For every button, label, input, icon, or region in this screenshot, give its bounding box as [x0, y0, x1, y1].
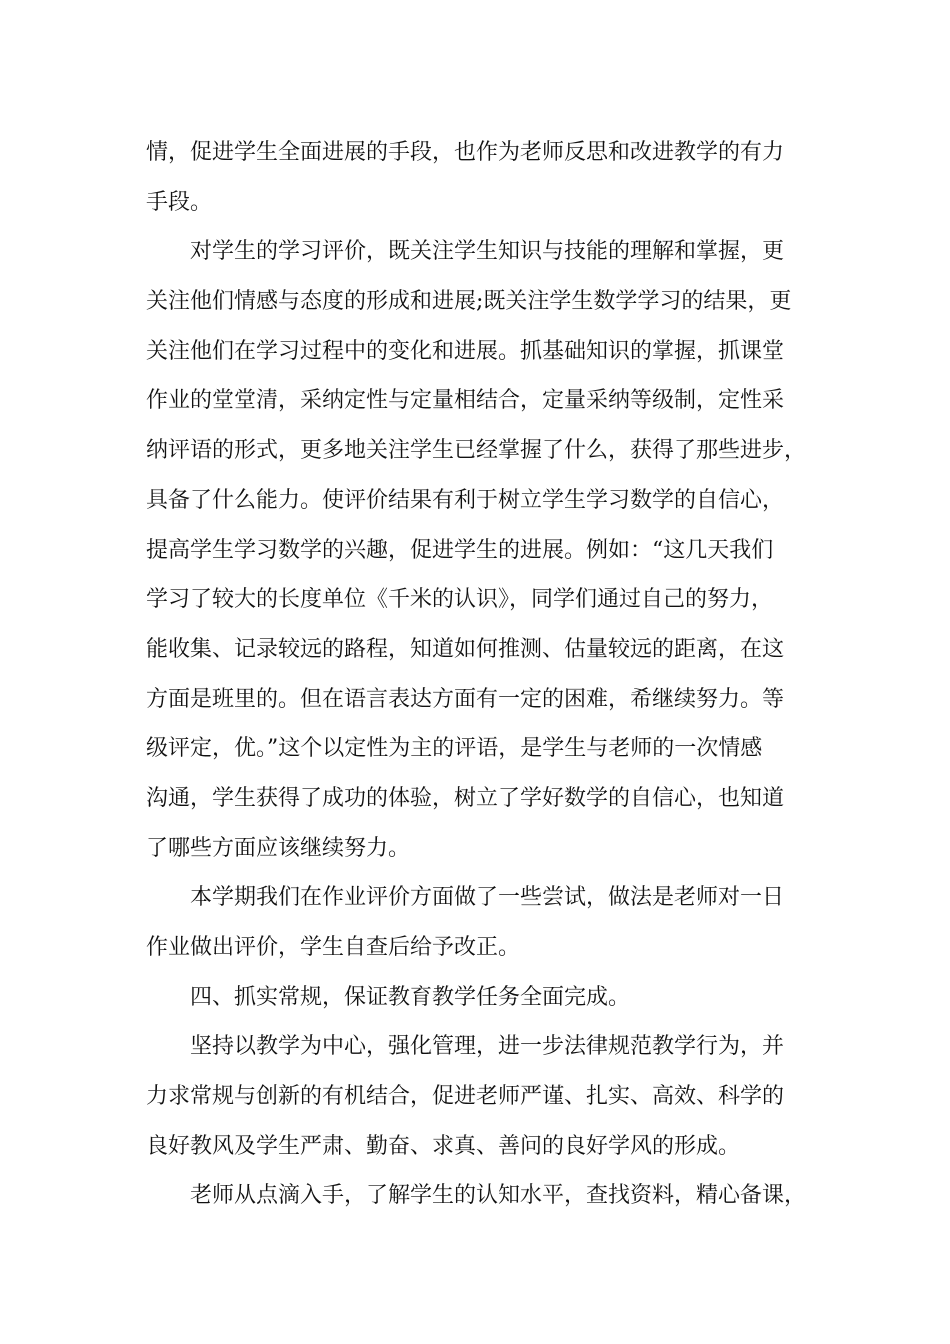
paragraph-start-line: 老师从点滴入手，了解学生的认知水平，查找资料，精心备课，	[190, 1183, 807, 1209]
text-line: 了哪些方面应该继续努力。	[146, 835, 411, 861]
text-line: 具备了什么能力。使评价结果有利于树立学生学习数学的自信心，	[146, 487, 785, 513]
body-text	[146, 128, 826, 1221]
text-line: 学习了较大的长度单位《千米的认识》，同学们通过自己的努力，	[146, 587, 774, 613]
text-line: 级评定，优。”这个以定性为主的评语，是学生与老师的一次情感	[146, 736, 763, 762]
text-line: 方面是班里的。但在语言表达方面有一定的困难，希继续努力。等	[146, 686, 785, 712]
text-line: 提高学生学习数学的兴趣，促进学生的进展。例如：“这几天我们	[146, 537, 774, 563]
text-line: 作业的堂堂清，采纳定性与定量相结合，定量采纳等级制，定性采	[146, 388, 785, 414]
text-line: 能收集、记录较远的路程，知道如何推测、估量较远的距离，在这	[146, 636, 785, 662]
text-line: 关注他们情感与态度的形成和进展;既关注学生数学学习的结果，更	[146, 289, 792, 315]
text-line: 手段。	[146, 189, 213, 215]
text-line: 力求常规与创新的有机结合，促进老师严谨、扎实、高效、科学的	[146, 1084, 785, 1110]
text-line: 纳评语的形式，更多地关注学生已经掌握了什么，获得了那些进步，	[146, 438, 807, 464]
text-line: 良好教风及学生严肃、勤奋、求真、善问的良好学风的形成。	[146, 1133, 741, 1159]
text-line: 关注他们在学习过程中的变化和进展。抓基础知识的掌握，抓课堂	[146, 338, 785, 364]
paragraph-start-line: 对学生的学习评价，既关注学生知识与技能的理解和掌握，更	[190, 239, 785, 265]
text-line: 作业做出评价，学生自查后给予改正。	[146, 935, 521, 960]
paragraph-start-line: 坚持以教学为中心，强化管理，进一步法律规范教学行为，并	[190, 1034, 785, 1060]
text-line: 情，促进学生全面进展的手段，也作为老师反思和改进教学的有力	[146, 140, 785, 165]
section-heading: 四、抓实常规，保证教育教学任务全面完成。	[190, 984, 631, 1010]
paragraph-start-line: 本学期我们在作业评价方面做了一些尝试，做法是老师对一日	[190, 885, 785, 911]
text-line: 沟通，学生获得了成功的体验，树立了学好数学的自信心，也知道	[146, 785, 785, 811]
